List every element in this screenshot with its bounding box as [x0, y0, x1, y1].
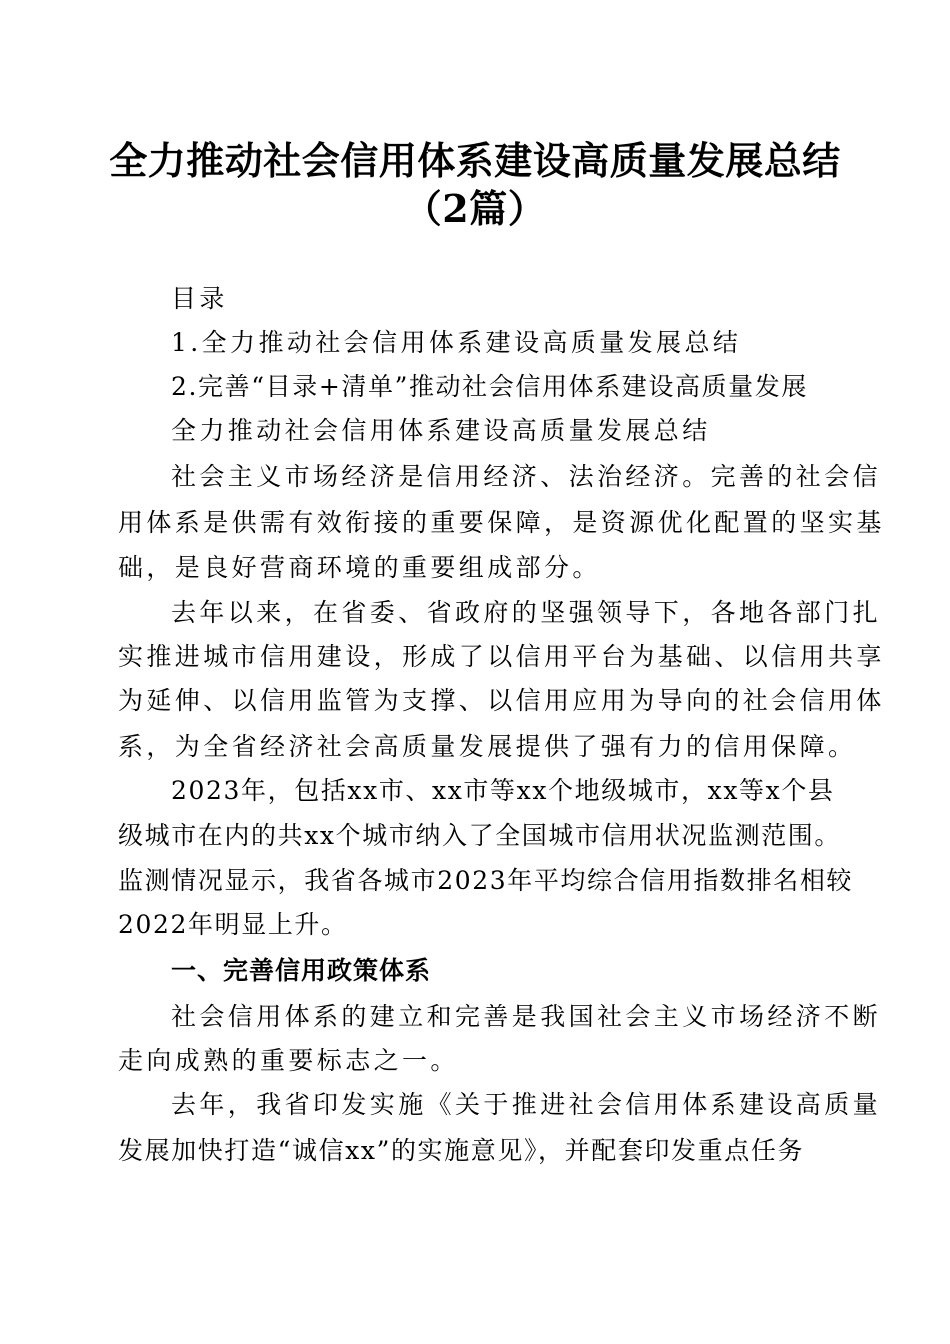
- document-title-count: （2篇）: [403, 186, 547, 231]
- article-title: 全力推动社会信用体系建设高质量发展总结: [171, 416, 711, 445]
- toc-item: 1.全力推动社会信用体系建设高质量发展总结: [171, 328, 742, 357]
- paragraph-line: 级城市在内的共xx个城市纳入了全国城市信用状况监测范围。: [118, 821, 842, 850]
- toc-heading: 目录: [171, 284, 228, 313]
- paragraph-line: 社会信用体系的建立和完善是我国社会主义市场经济不断: [171, 1002, 882, 1031]
- paragraph-line: 社会主义市场经济是信用经济、法治经济。完善的社会信: [171, 462, 882, 491]
- toc-item: 2.完善“目录+清单”推动社会信用体系建设高质量发展: [171, 372, 808, 401]
- paragraph-line: 用体系是供需有效衔接的重要保障，是资源优化配置的坚实基: [118, 508, 885, 537]
- section-heading: 一、完善信用政策体系: [171, 956, 432, 985]
- paragraph-line: 去年以来，在省委、省政府的坚强领导下，各地各部门扎: [171, 598, 882, 627]
- paragraph-line: 为延伸、以信用监管为支撑、以信用应用为导向的社会信用体: [118, 686, 885, 715]
- paragraph-line: 实推进城市信用建设，形成了以信用平台为基础、以信用共享: [118, 642, 885, 671]
- paragraph-line: 2022年明显上升。: [118, 910, 348, 939]
- paragraph-line: 系，为全省经济社会高质量发展提供了强有力的信用保障。: [118, 732, 857, 761]
- paragraph-line: 监测情况显示，我省各城市2023年平均综合信用指数排名相较: [118, 866, 854, 895]
- paragraph-line: 去年，我省印发实施《关于推进社会信用体系建设高质量: [171, 1090, 882, 1119]
- paragraph-line: 发展加快打造“诚信xx”的实施意见》，并配套印发重点任务: [118, 1136, 805, 1165]
- paragraph-line: 础，是良好营商环境的重要组成部分。: [118, 553, 601, 582]
- document-title: 全力推动社会信用体系建设高质量发展总结: [109, 138, 841, 183]
- paragraph-line: 走向成熟的重要标志之一。: [118, 1046, 459, 1075]
- paragraph-line: 2023年，包括xx市、xx市等xx个地级城市，xx等x个县: [171, 776, 835, 805]
